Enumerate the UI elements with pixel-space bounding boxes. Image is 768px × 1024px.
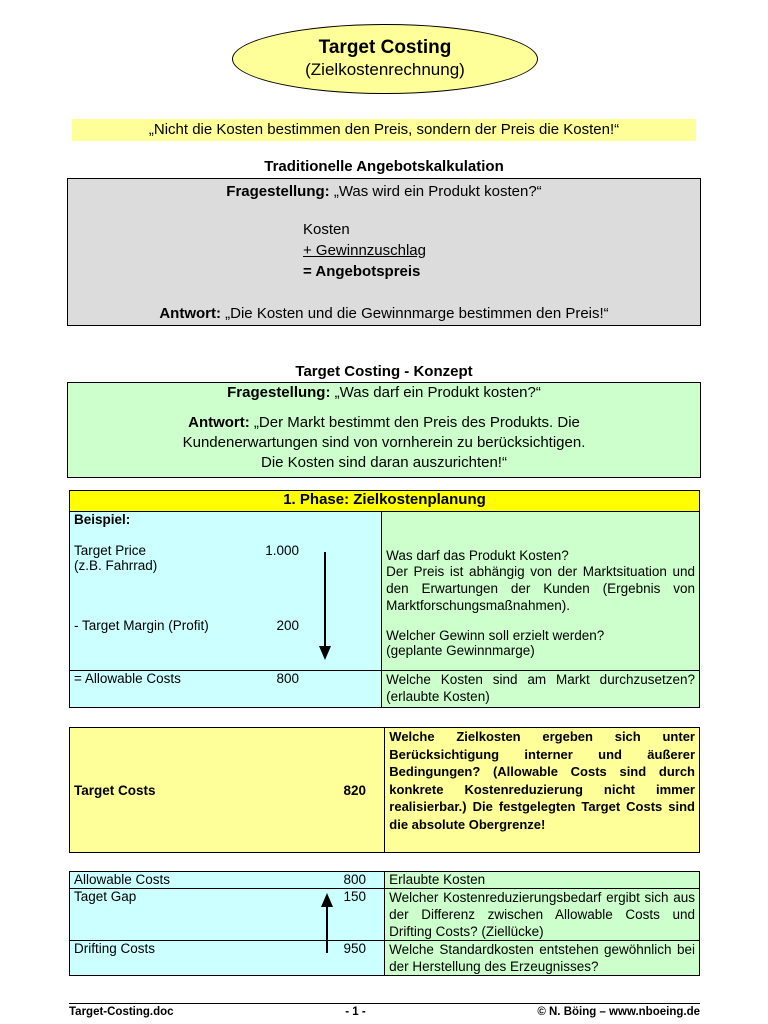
phase1-heading: 1. Phase: Zielkostenplanung — [70, 491, 700, 512]
concept-question-label: Fragestellung: — [227, 384, 331, 401]
traditional-box — [67, 178, 701, 326]
page-title: Target Costing — [318, 37, 452, 58]
traditional-question-label: Fragestellung: — [226, 183, 330, 200]
traditional-heading: Traditionelle Angebotskalkulation — [264, 158, 504, 175]
arrow-down-icon — [317, 550, 333, 662]
footer-page-number: - 1 - — [345, 1006, 366, 1018]
traditional-question-text: „Was wird ein Produkt kosten?“ — [329, 183, 542, 200]
traditional-answer-label: Antwort: — [159, 305, 221, 322]
gap-allowable-label: Allowable Costs — [74, 872, 171, 887]
target-costs-table — [69, 727, 700, 853]
allowable-cell — [70, 671, 382, 708]
target-costs-value: 820 — [343, 782, 366, 798]
concept-box — [67, 382, 701, 478]
target-margin-label: - Target Margin (Profit) — [74, 618, 209, 633]
example-explanation-cell — [382, 512, 700, 671]
calc-line-1: Kosten — [303, 221, 350, 238]
gap-table — [69, 871, 700, 976]
footer-copyright: © N. Böing – www.nboeing.de — [537, 1006, 700, 1018]
target-price-note: (z.B. Fahrrad) — [74, 558, 158, 573]
motto-quote: „Nicht die Kosten bestimmen den Preis, sondern der Preis die Kosten!“ — [72, 119, 696, 141]
concept-answer-line-1: „Der Markt bestimmt den Preis des Produkts. Die — [249, 414, 580, 431]
target-costs-cell — [70, 728, 385, 853]
gap-row-allowable — [70, 872, 385, 889]
calc-line-3: = Angebotspreis — [303, 263, 421, 280]
target-costs-text: Welche Zielkosten ergeben sich unter Berücksichtigung interner und äußerer Bedingungen? (Allowable Costs sind durch konkrete Kostenreduzierung nicht immer realisierbar.) Die festgelegten Target Costs sind die absolute Obergrenze! — [385, 728, 700, 853]
concept-question-text: „Was darf ein Produkt kosten?“ — [330, 384, 541, 401]
concept-answer-line-3: Die Kosten sind daran auszurichten!“ — [261, 454, 507, 471]
allowable-text: Welche Kosten sind am Markt durchzusetzen? (erlaubte Kosten) — [382, 671, 700, 708]
traditional-answer-text: „Die Kosten und die Gewinnmarge bestimmen den Preis!“ — [220, 305, 609, 322]
gap-allowable-value: 800 — [343, 872, 366, 887]
title-ellipse — [232, 24, 538, 94]
page-footer — [69, 1003, 700, 1018]
q2-heading: Welcher Gewinn soll erzielt werden? — [386, 628, 605, 643]
traditional-answer — [68, 305, 700, 322]
gap-drifting-text: Welche Standardkosten entstehen gewöhnlich bei der Herstellung des Erzeugnisses? — [385, 941, 700, 976]
traditional-question — [68, 183, 700, 200]
target-price-label: Target Price — [74, 543, 147, 558]
gap-row-target-gap — [70, 889, 385, 941]
concept-heading: Target Costing - Konzept — [295, 363, 473, 380]
allowable-label: = Allowable Costs — [74, 671, 181, 686]
q2-text: (geplante Gewinnmarge) — [386, 643, 535, 658]
concept-answer — [68, 413, 700, 473]
target-price-value: 1.000 — [265, 543, 299, 558]
target-margin-value: 200 — [276, 618, 299, 633]
gap-allowable-text: Erlaubte Kosten — [385, 872, 700, 889]
phase1-table — [69, 490, 700, 708]
allowable-value: 800 — [276, 671, 299, 686]
example-cell — [70, 512, 382, 671]
gap-target-gap-value: 150 — [343, 889, 366, 904]
gap-target-gap-text: Welcher Kostenreduzierungsbedarf ergibt sich aus der Differenz zwischen Allowable Costs und Drifting Costs? (Ziellücke) — [385, 889, 700, 941]
concept-question — [68, 383, 700, 402]
gap-target-gap-label: Taget Gap — [74, 889, 137, 904]
page-subtitle: (Zielkostenrechnung) — [305, 60, 465, 79]
arrow-up-icon — [319, 891, 335, 955]
q1-heading: Was darf das Produkt Kosten? — [386, 548, 569, 563]
footer-filename: Target-Costing.doc — [69, 1006, 174, 1018]
concept-answer-line-2: Kundenerwartungen sind von vornherein zu berücksichtigen. — [182, 434, 586, 451]
target-costs-label: Target Costs — [74, 782, 156, 798]
calc-line-2: + Gewinnzuschlag — [303, 242, 426, 259]
gap-drifting-value: 950 — [343, 941, 366, 956]
gap-drifting-label: Drifting Costs — [74, 941, 156, 956]
example-label: Beispiel: — [74, 512, 131, 527]
gap-row-drifting — [70, 941, 385, 976]
concept-answer-label: Antwort: — [188, 414, 250, 431]
q1-text: Der Preis ist abhängig von der Marktsituation und den Erwartungen der Kunden (Ergebnis von Marktforschungsmaßnahmen). — [386, 564, 695, 613]
